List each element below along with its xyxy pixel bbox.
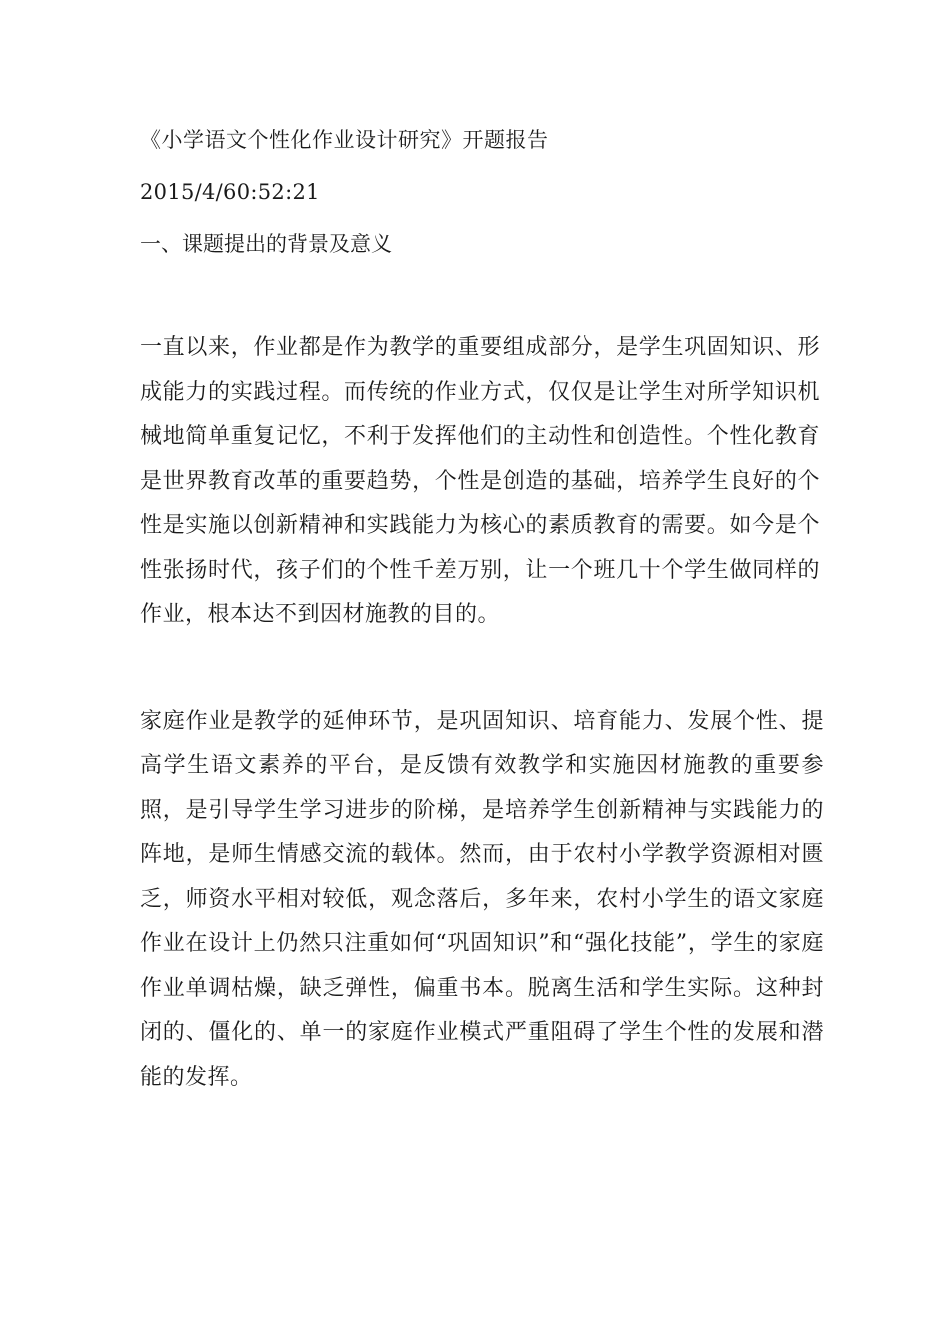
document-title: 《小学语文个性化作业设计研究》开题报告	[140, 128, 549, 152]
document-date: 2015/4/60:52:21	[140, 180, 320, 204]
section-heading: 一、课题提出的背景及意义	[140, 232, 392, 256]
paragraph: 一直以来，作业都是作为教学的重要组成部分，是学生巩固知识、形成能力的实践过程。而传统的作业方式，仅仅是让学生对所学知识机械地简单重复记忆，不利于发挥他们的主动性和创造性。个性化教育是世界教育改革的重要趋势，个性是创造的基础，培养学生良好的个性是实施以创新精神和实践能力为核心的素质教育的需要。如今是个性张扬时代，孩子们的个性千差万别，让一个班几十个学生做同样的作业，根本达不到因材施教的目的。	[140, 335, 820, 627]
paragraph: 家庭作业是教学的延伸环节，是巩固知识、培育能力、发展个性、提高学生语文素养的平台，是反馈有效教学和实施因材施教的重要参照，是引导学生学习进步的阶梯，是培养学生创新精神与实践能力的阵地，是师生情感交流的载体。然而，由于农村小学教学资源相对匮乏，师资水平相对较低，观念落后，多年来，农村小学生的语文家庭作业在设计上仍然只注重如何“巩固知识”和“强化技能”，学生的家庭作业单调枯燥，缺乏弹性，偏重书本。脱离生活和学生实际。这种封闭的、僵化的、单一的家庭作业模式严重阻碍了学生个性的发展和潜能的发挥。	[140, 708, 824, 1090]
document-body	[140, 118, 824, 1162]
